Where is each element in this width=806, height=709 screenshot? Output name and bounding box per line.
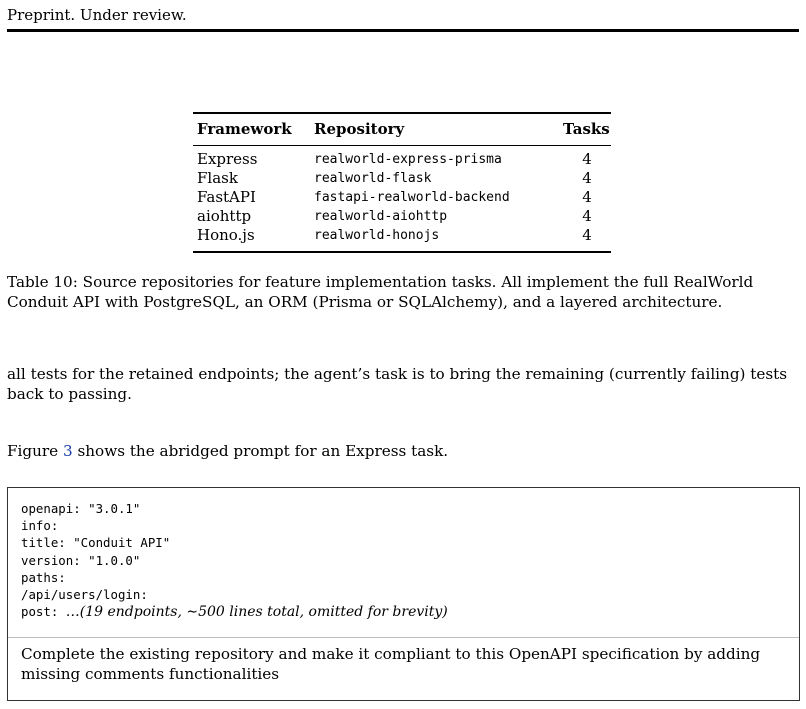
framework-cell: aiohttp — [197, 207, 252, 225]
openapi-code-block — [21, 500, 448, 621]
figure-link[interactable]: 3 — [62, 442, 73, 460]
framework-cell: Flask — [197, 169, 238, 187]
table-caption: Table 10: Source repositories for feature implementation tasks. All implement the full RealWorld Conduit API with PostgreSQL, an ORM (Prisma or SQLAlchemy), and a layered architecture. — [7, 273, 754, 311]
tasks-cell: 4 — [582, 169, 592, 187]
repository-cell: realworld-express-prisma — [314, 152, 502, 167]
code-line: info: — [21, 518, 59, 534]
code-line: paths: — [21, 569, 66, 585]
table-row — [193, 207, 611, 226]
repository-cell: realworld-flask — [314, 171, 432, 186]
prompt-divider — [8, 637, 799, 638]
code-text: post: — [21, 604, 66, 620]
tasks-cell: 4 — [582, 188, 592, 206]
column-header-framework: Framework — [197, 120, 292, 138]
paragraph-text: Figure — [7, 442, 63, 460]
repository-cell: fastapi-realworld-backend — [314, 190, 510, 205]
code-line: openapi: "3.0.1" — [21, 501, 141, 516]
framework-cell: Hono.js — [197, 226, 255, 244]
code-line — [21, 603, 448, 621]
table-top-rule — [193, 112, 611, 114]
table-row — [193, 169, 611, 188]
code-line: version: "1.0.0" — [21, 552, 141, 568]
table-row — [193, 150, 611, 169]
repository-cell: realworld-honojs — [314, 228, 440, 243]
preprint-header: Preprint. Under review. — [7, 6, 187, 24]
column-header-repository: Repository — [314, 120, 405, 138]
tasks-cell: 4 — [582, 207, 592, 225]
code-line: title: "Conduit API" — [21, 535, 171, 551]
figure-reference-paragraph — [7, 441, 799, 461]
prompt-box — [7, 487, 800, 701]
repository-cell: realworld-aiohttp — [314, 209, 448, 224]
tasks-cell: 4 — [582, 226, 592, 244]
table-row — [193, 188, 611, 207]
table-bottom-rule — [193, 251, 611, 253]
code-line: /api/users/login: — [21, 587, 148, 603]
column-header-tasks: Tasks — [563, 120, 610, 138]
prompt-instruction: Complete the existing repository and make it compliant to this OpenAPI specification by adding missing comments functionalities — [21, 645, 761, 683]
table-row — [193, 226, 611, 245]
omission-note: …(19 endpoints, ∼500 lines total, omitted for brevity) — [65, 604, 448, 621]
framework-cell: Express — [197, 150, 258, 168]
body-paragraph: all tests for the retained endpoints; the agent’s task is to bring the remaining (currently failing) tests back to passing. — [7, 365, 788, 403]
header-rule — [7, 29, 799, 32]
tasks-cell: 4 — [582, 150, 592, 168]
paragraph-text: shows the abridged prompt for an Express task. — [72, 442, 449, 460]
framework-cell: FastAPI — [197, 188, 256, 206]
table-header-rule — [193, 145, 611, 146]
